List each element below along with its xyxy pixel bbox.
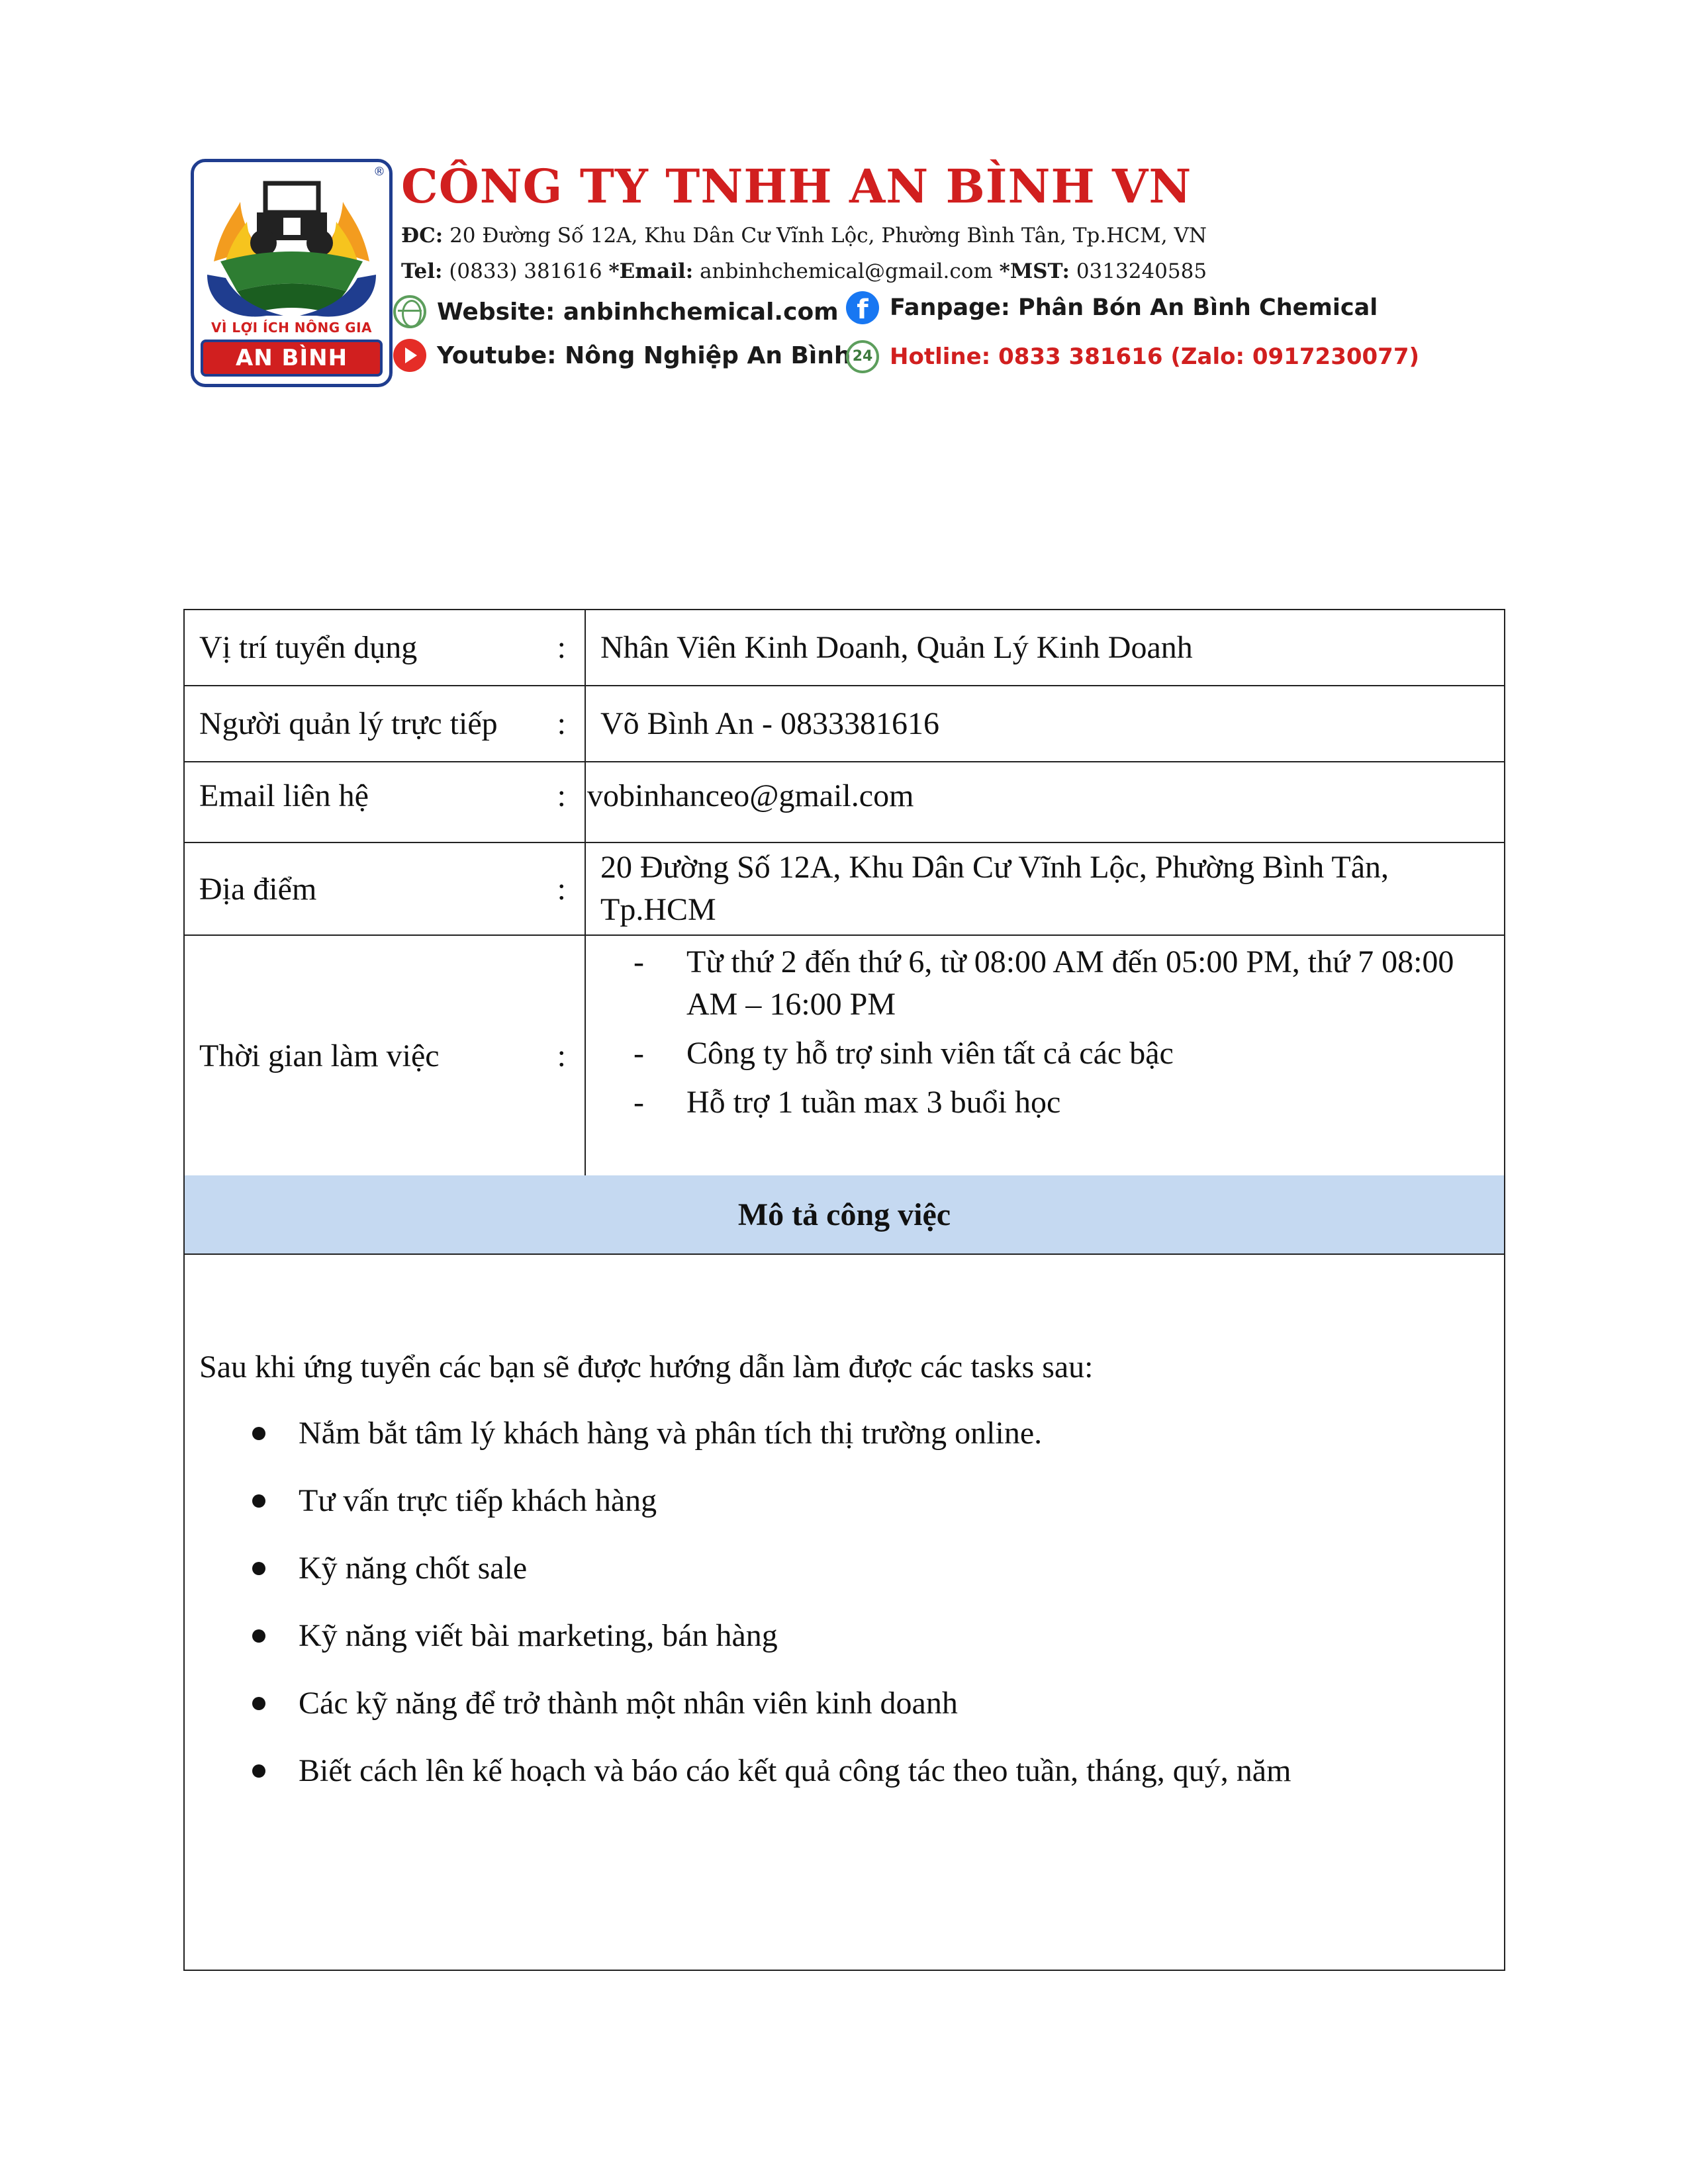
list-item: Tư vấn trực tiếp khách hàng [299,1478,1489,1524]
colon: : [557,706,566,741]
colon: : [557,1038,566,1073]
address-text: 20 Đường Số 12A, Khu Dân Cư Vĩnh Lộc, Phường Bình Tân, Tp.HCM, VN [449,224,1207,248]
list-item: Các kỹ năng để trở thành một nhân viên kinh doanh [299,1680,1489,1727]
youtube-icon [393,339,426,372]
description-cell [184,1254,1505,1970]
fanpage-text: Fanpage: Phân Bón An Bình Chemical [890,295,1378,321]
list-item: Biết cách lên kế hoạch và báo cáo kết quả công tác theo tuần, tháng, quý, năm [299,1748,1489,1794]
email-label-cell [184,762,585,842]
position-value: Nhân Viên Kinh Doanh, Quản Lý Kinh Doanh [585,610,1505,686]
hours-label-cell [184,935,585,1175]
company-logo [191,159,393,387]
mst-label: *MST: [999,259,1070,283]
address-line [401,224,1207,248]
address-label: ĐC: [401,224,444,248]
description-header: Mô tả công việc [184,1175,1505,1254]
row-position [184,610,1505,686]
hours-label: Thời gian làm việc [199,1038,440,1073]
tel-text: (0833) 381616 [449,259,602,283]
location-value: 20 Đường Số 12A, Khu Dân Cư Vĩnh Lộc, Phường Bình Tân, Tp.HCM [585,842,1505,935]
website-text: Website: anbinhchemical.com [437,298,839,326]
registered-mark: ® [373,165,385,179]
contact-line [401,259,1207,283]
letterhead [191,152,1420,390]
hours-value [585,935,1505,1175]
job-info-table [183,609,1505,1971]
list-item: - Công ty hỗ trợ sinh viên tất cả các bậc [686,1032,1489,1075]
website-line [393,295,839,328]
hours-list [600,941,1489,1124]
list-item: Kỹ năng viết bài marketing, bán hàng [299,1613,1489,1659]
hotline-line [846,340,1419,373]
row-location [184,842,1505,935]
youtube-text: Youtube: Nông Nghiệp An Bình [437,341,851,369]
email-text: anbinhchemical@gmail.com [700,259,993,283]
list-item: - Từ thứ 2 đến thứ 6, từ 08:00 AM đến 05:00 PM, thứ 7 08:00 AM – 16:00 PM [686,941,1489,1026]
position-label-cell [184,610,585,686]
location-label-cell [184,842,585,935]
fanpage-line [846,291,1378,324]
logo-brand: AN BÌNH [201,340,383,377]
list-item: Kỹ năng chốt sale [299,1545,1489,1592]
hotline-text: Hotline: 0833 381616 (Zalo: 0917230077) [890,343,1420,370]
mst-text: 0313240585 [1076,259,1207,283]
list-item: - Hỗ trợ 1 tuần max 3 buổi học [686,1081,1489,1124]
logo-slogan: VÌ LỢI ÍCH NÔNG GIA [211,320,372,336]
hotline-24-icon: 24 [846,340,879,373]
description-intro: Sau khi ứng tuyển các bạn sẽ được hướng dẫn làm được các tasks sau: [199,1349,1094,1385]
manager-label-cell [184,686,585,762]
colon: : [557,871,566,907]
youtube-line [393,339,851,372]
position-label: Vị trí tuyển dụng [199,630,418,665]
colon: : [557,778,566,813]
row-hours [184,935,1505,1175]
task-list [199,1410,1489,1794]
tel-label: Tel: [401,259,443,283]
row-description [184,1254,1505,1970]
globe-icon [393,295,426,328]
row-manager [184,686,1505,762]
colon: : [557,630,566,665]
company-name: CÔNG TY TNHH AN BÌNH VN [401,159,1192,214]
manager-value: Võ Bình An - 0833381616 [585,686,1505,762]
row-description-header [184,1175,1505,1254]
location-label: Địa điểm [199,871,317,907]
email-label: *Email: [608,259,694,283]
facebook-icon: f [846,291,879,324]
email-label: Email liên hệ [199,778,369,813]
list-item: Nắm bắt tâm lý khách hàng và phân tích thị trường online. [299,1410,1489,1457]
row-email [184,762,1505,842]
manager-label: Người quản lý trực tiếp [199,706,498,741]
email-value[interactable]: vobinhanceo@gmail.com [585,762,1505,842]
